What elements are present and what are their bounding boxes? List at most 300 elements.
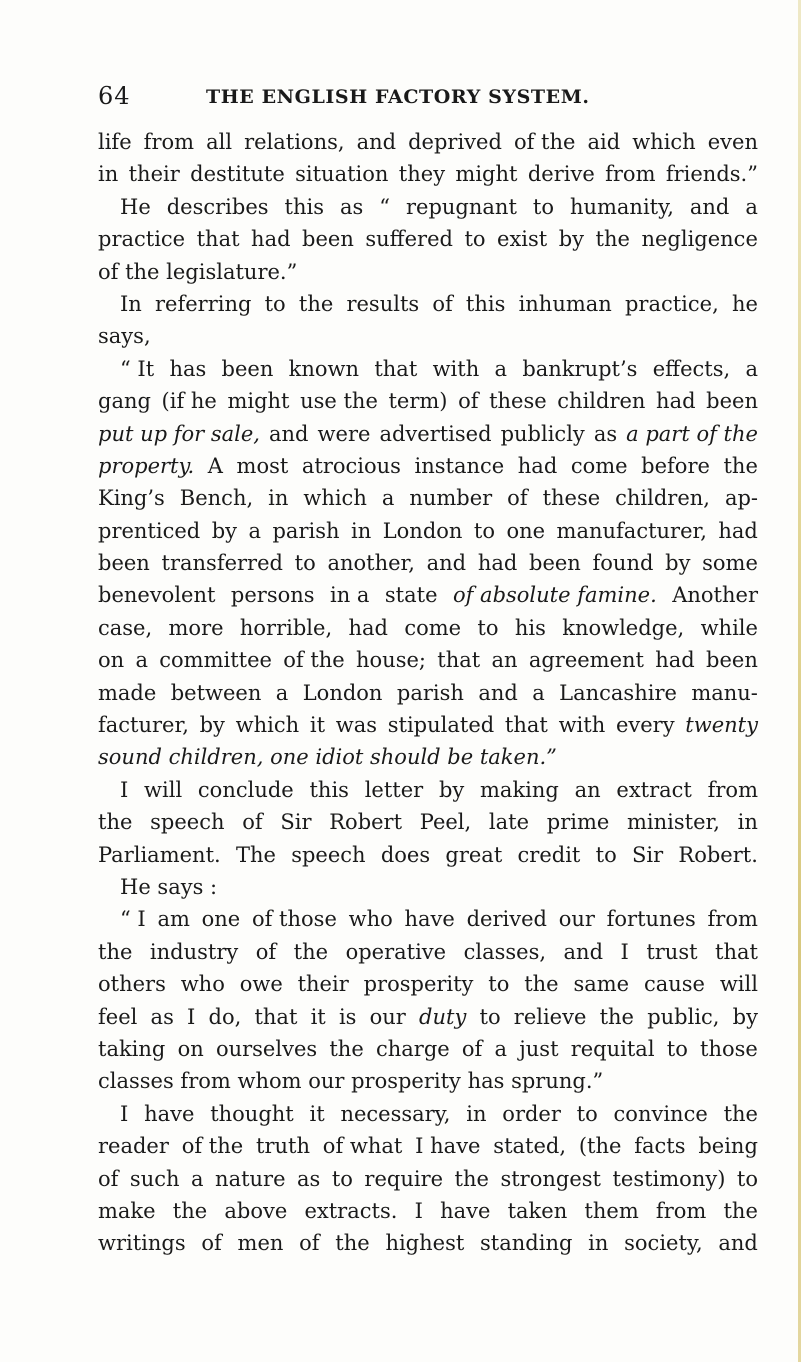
text-segment: of	[98, 1166, 119, 1191]
text-segment: society,	[624, 1231, 703, 1256]
text-segment: an	[574, 777, 601, 802]
text-segment: this	[284, 194, 324, 219]
text-segment: a	[135, 648, 148, 673]
text-segment: on	[98, 648, 125, 673]
text-segment: to	[576, 1101, 598, 1126]
text-segment: Lancashire	[559, 680, 677, 705]
text-segment: King’s	[98, 486, 165, 511]
text-segment: come	[404, 615, 462, 640]
text-segment: the	[98, 939, 133, 964]
text-segment: taken	[507, 1198, 568, 1223]
text-segment: to	[477, 615, 499, 640]
text-segment: to	[595, 842, 617, 867]
text-segment: to	[736, 1166, 758, 1191]
text-segment: manu-	[691, 680, 758, 705]
text-segment: even	[707, 130, 758, 154]
text-segment: agreement	[528, 648, 644, 673]
text-segment: who	[348, 907, 393, 932]
text-segment: as	[150, 1004, 174, 1029]
text-segment: results	[346, 291, 420, 316]
text-segment: feel	[98, 1004, 138, 1029]
text-segment: parish	[396, 680, 464, 705]
text-segment: most	[236, 453, 289, 478]
text-segment: has	[169, 356, 207, 381]
text-segment: a	[532, 680, 545, 705]
text-segment: those	[700, 1036, 758, 1061]
text-line	[98, 353, 758, 385]
text-segment: might	[227, 389, 290, 414]
text-segment: practice	[98, 227, 186, 252]
text-segment: from	[707, 907, 758, 932]
text-segment: by	[199, 713, 225, 738]
page-header	[98, 82, 758, 116]
text-segment: from	[143, 130, 195, 154]
text-segment: negligence	[641, 227, 758, 252]
text-line	[98, 871, 758, 903]
text-segment: I	[620, 939, 629, 964]
text-segment: made	[98, 680, 157, 705]
text-segment: that	[715, 939, 758, 964]
text-segment: state	[384, 583, 438, 608]
text-segment: house;	[356, 648, 426, 673]
text-segment: a	[494, 1036, 508, 1061]
text-segment: derived	[466, 907, 547, 932]
text-segment: an	[491, 648, 518, 673]
text-segment: the	[98, 810, 133, 835]
text-segment: highest	[385, 1231, 465, 1256]
text-segment: “ It	[120, 356, 155, 381]
text-line	[98, 1033, 758, 1065]
text-segment: of	[458, 389, 479, 414]
text-segment: such	[129, 1166, 180, 1191]
text-line	[98, 936, 758, 968]
text-segment: others	[98, 972, 166, 997]
text-segment: says,	[98, 324, 151, 349]
text-segment: I	[120, 777, 129, 802]
text-line	[98, 1227, 758, 1259]
text-segment: industry	[149, 939, 239, 964]
text-segment: inhuman	[518, 291, 612, 316]
text-segment: operative	[345, 939, 447, 964]
text-segment: a	[275, 680, 289, 705]
text-segment: with	[558, 713, 606, 738]
text-segment: prenticed	[98, 518, 201, 543]
text-segment: repugnant	[406, 194, 517, 219]
text-segment: parish	[272, 518, 340, 543]
text-segment: our	[369, 1004, 406, 1029]
text-segment: come	[570, 453, 628, 478]
text-segment: am	[157, 907, 190, 932]
text-segment: bankrupt’s	[522, 356, 638, 381]
text-segment: being	[698, 1134, 758, 1159]
text-segment: cause	[643, 972, 705, 997]
text-segment: extracts.	[304, 1198, 398, 1223]
text-segment: it	[309, 1101, 325, 1126]
text-segment: make	[98, 1198, 156, 1223]
text-segment: convince	[613, 1101, 708, 1126]
text-segment: might	[455, 162, 518, 187]
text-line	[98, 677, 758, 709]
text-segment: as	[339, 194, 364, 219]
text-segment: which	[632, 130, 696, 154]
text-segment: requital	[570, 1036, 655, 1061]
text-segment: I	[414, 1198, 423, 1223]
text-segment: and	[269, 421, 309, 446]
text-segment: term)	[388, 389, 448, 414]
text-segment: publicly	[500, 421, 585, 446]
text-line	[98, 1065, 758, 1097]
text-segment: facts	[634, 1134, 686, 1159]
text-segment: prosperity	[363, 972, 474, 997]
text-segment: the	[293, 939, 329, 964]
text-segment: he	[731, 291, 758, 316]
text-segment: of	[242, 810, 263, 835]
text-segment: twenty	[685, 713, 758, 738]
text-segment: benevolent	[98, 583, 216, 608]
text-segment: public,	[647, 1004, 720, 1029]
text-segment: ap-	[724, 486, 758, 511]
text-segment: that	[437, 648, 481, 673]
page-number: 64	[98, 82, 131, 110]
text-segment: derive	[527, 162, 595, 187]
text-segment: prime	[546, 810, 610, 835]
text-segment: necessary,	[340, 1101, 451, 1126]
text-segment: a	[381, 486, 395, 511]
text-segment: Sir	[631, 842, 664, 867]
text-segment: letter	[364, 777, 424, 802]
text-segment: in	[350, 518, 372, 543]
text-segment: been	[302, 227, 354, 252]
text-segment: the	[329, 1036, 364, 1061]
text-segment: above	[224, 1198, 288, 1223]
text-segment: ourselves	[215, 1036, 318, 1061]
text-line	[98, 579, 758, 611]
text-segment: the	[172, 1198, 208, 1223]
text-segment: Robert.	[678, 842, 758, 867]
text-segment: relieve	[513, 1004, 587, 1029]
text-segment: advertised	[379, 421, 492, 446]
text-segment: known	[288, 356, 360, 381]
text-line	[98, 547, 758, 579]
text-segment: the	[723, 1101, 758, 1126]
text-segment: He	[120, 194, 151, 219]
text-segment: order	[502, 1101, 561, 1126]
text-segment: London	[382, 518, 463, 543]
text-segment: in a	[330, 583, 370, 608]
text-segment: classes,	[463, 939, 547, 964]
text-segment: had	[655, 648, 695, 673]
text-line	[98, 1001, 758, 1033]
text-segment: by	[438, 777, 465, 802]
text-segment: committee	[159, 648, 272, 673]
text-segment: “	[379, 194, 391, 219]
text-segment: the	[723, 453, 758, 478]
text-segment: had	[517, 453, 558, 478]
text-segment: will	[719, 972, 758, 997]
text-segment: require	[364, 1166, 444, 1191]
text-line	[98, 288, 758, 320]
text-segment: in	[466, 1101, 487, 1126]
text-segment: have	[440, 1198, 491, 1223]
text-segment: of	[201, 1231, 222, 1256]
text-line	[98, 515, 758, 547]
text-segment: and	[689, 194, 730, 219]
text-segment: to	[331, 1166, 353, 1191]
text-segment: of what	[322, 1134, 403, 1159]
text-segment: and	[718, 1231, 758, 1256]
text-segment: extract	[616, 777, 692, 802]
text-segment: had	[477, 551, 518, 576]
text-segment: credit	[517, 842, 581, 867]
text-segment: in	[737, 810, 758, 835]
text-segment: facturer,	[98, 713, 189, 738]
text-line	[98, 774, 758, 806]
text-segment: duty	[419, 1004, 467, 1029]
text-segment: a	[191, 1166, 204, 1191]
text-segment: transferred	[161, 551, 283, 576]
text-segment: of	[255, 939, 277, 964]
text-segment: all	[206, 130, 233, 154]
text-segment: property.	[98, 453, 195, 478]
text-segment: found	[592, 551, 654, 576]
text-segment: of absolute famine.	[452, 583, 657, 608]
text-segment: number	[409, 486, 493, 511]
text-segment: of	[299, 1231, 320, 1256]
text-line	[98, 903, 758, 935]
text-segment: this	[465, 291, 506, 316]
text-segment: a	[494, 356, 508, 381]
text-segment: Parliament.	[98, 842, 221, 867]
text-segment: Peel,	[419, 810, 472, 835]
text-segment: knowledge,	[562, 615, 685, 640]
text-segment: and	[563, 939, 604, 964]
text-segment: of the	[283, 648, 345, 673]
text-segment: had	[718, 518, 758, 543]
text-segment: I have	[415, 1134, 481, 1159]
text-line	[98, 385, 758, 417]
text-segment: by	[665, 551, 691, 576]
text-line	[98, 191, 758, 223]
text-segment: do,	[208, 1004, 242, 1029]
text-segment: the	[335, 1231, 370, 1256]
text-segment: in	[98, 162, 119, 187]
text-segment: with	[432, 356, 480, 381]
text-segment: Bench,	[179, 486, 254, 511]
text-segment: to	[473, 518, 495, 543]
text-segment: is	[338, 1004, 357, 1029]
text-segment: our	[558, 907, 595, 932]
text-segment: charge	[375, 1036, 450, 1061]
text-segment: referring	[155, 291, 252, 316]
text-segment: between	[170, 680, 262, 705]
text-segment: testimony)	[612, 1166, 726, 1191]
text-line	[98, 644, 758, 676]
text-line	[98, 709, 758, 741]
body-text	[98, 126, 758, 1260]
text-line	[98, 320, 758, 352]
text-segment: of the	[181, 1134, 244, 1159]
text-segment: humanity,	[569, 194, 674, 219]
text-segment: atrocious	[301, 453, 401, 478]
text-segment: and	[356, 130, 397, 154]
text-segment: London	[302, 680, 383, 705]
text-segment: in	[588, 1231, 609, 1256]
text-segment: Another	[672, 583, 758, 608]
text-segment: case,	[98, 615, 153, 640]
text-segment: The	[235, 842, 276, 867]
text-segment: and	[478, 680, 518, 705]
text-segment: to	[666, 1036, 688, 1061]
text-segment: will	[144, 777, 183, 802]
text-segment: which	[303, 486, 367, 511]
text-segment: and	[426, 551, 467, 576]
text-segment: fortunes	[606, 907, 696, 932]
text-segment: their	[128, 162, 180, 187]
text-segment: classes from whom our prosperity has sprung.”	[98, 1069, 604, 1094]
text-segment: the	[454, 1166, 489, 1191]
text-segment: men	[237, 1231, 284, 1256]
text-segment: as	[593, 421, 618, 446]
text-segment: speech	[291, 842, 366, 867]
text-segment: deprived	[408, 130, 502, 154]
text-segment: that	[196, 227, 240, 252]
text-segment: a	[745, 356, 758, 381]
text-segment: A	[207, 453, 223, 478]
text-segment: that	[504, 713, 548, 738]
text-segment: the	[723, 1198, 758, 1223]
text-line	[98, 256, 758, 288]
text-segment: manufacturer,	[556, 518, 707, 543]
text-segment: Sir	[280, 810, 312, 835]
text-segment: from	[655, 1198, 707, 1223]
text-line	[98, 1098, 758, 1130]
text-segment: been	[221, 356, 274, 381]
text-segment: gang	[98, 389, 151, 414]
text-segment: minister,	[627, 810, 720, 835]
text-segment: reader	[98, 1134, 169, 1159]
text-segment: on	[177, 1036, 204, 1061]
text-segment: stipulated	[387, 713, 495, 738]
text-segment: destitute	[190, 162, 285, 187]
text-segment: of the legislature.”	[98, 259, 298, 284]
text-segment: describes	[166, 194, 269, 219]
text-segment: one	[201, 907, 241, 932]
text-segment: making	[480, 777, 559, 802]
text-line	[98, 1163, 758, 1195]
text-line	[98, 126, 758, 158]
text-segment: (if he	[161, 389, 217, 414]
text-segment: of	[461, 1036, 483, 1061]
text-segment: had	[656, 389, 696, 414]
text-segment: it	[310, 1004, 326, 1029]
text-segment: late	[488, 810, 530, 835]
text-segment: these	[489, 389, 547, 414]
text-segment: just	[519, 1036, 559, 1061]
text-segment: (the	[578, 1134, 622, 1159]
text-segment: put up for sale,	[98, 421, 260, 446]
text-segment: a	[745, 194, 758, 219]
text-segment: taking	[98, 1036, 166, 1061]
text-segment: was	[335, 713, 378, 738]
text-segment: to	[264, 291, 286, 316]
text-line	[98, 418, 758, 450]
text-line	[98, 968, 758, 1000]
text-line	[98, 612, 758, 644]
text-segment: conclude	[197, 777, 294, 802]
text-segment: had	[251, 227, 291, 252]
text-segment: this	[309, 777, 349, 802]
text-line	[98, 223, 758, 255]
text-line	[98, 158, 758, 190]
text-segment: have	[144, 1101, 195, 1126]
text-segment: I	[187, 1004, 196, 1029]
text-segment: of the	[513, 130, 576, 154]
text-segment: aid	[587, 130, 621, 154]
text-segment: the	[599, 1004, 634, 1029]
text-segment: been	[706, 648, 758, 673]
text-segment: does	[380, 842, 431, 867]
text-segment: He says :	[120, 874, 218, 899]
text-segment: been	[98, 551, 150, 576]
text-segment: owe	[239, 972, 283, 997]
text-segment: persons	[230, 583, 315, 608]
text-segment: were	[317, 421, 371, 446]
text-segment: standing	[480, 1231, 573, 1256]
text-segment: that	[254, 1004, 298, 1029]
text-segment: life	[98, 130, 132, 154]
text-segment: to	[464, 227, 486, 252]
text-segment: the	[524, 972, 559, 997]
text-segment: speech	[150, 810, 225, 835]
text-segment: trust	[646, 939, 698, 964]
text-segment: that	[374, 356, 418, 381]
text-segment: before	[641, 453, 710, 478]
text-segment: they	[398, 162, 446, 187]
text-segment: friends.”	[665, 162, 758, 187]
text-segment: in	[268, 486, 289, 511]
text-segment: practice,	[624, 291, 719, 316]
text-segment: from	[707, 777, 758, 802]
text-segment: the	[595, 227, 630, 252]
text-segment: to	[294, 551, 316, 576]
text-segment: while	[700, 615, 758, 640]
text-segment: have	[404, 907, 455, 932]
text-segment: who	[180, 972, 225, 997]
text-segment: use the	[300, 389, 378, 414]
text-segment: it	[309, 713, 326, 738]
text-segment: truth	[256, 1134, 310, 1159]
text-segment: a part of the	[626, 421, 758, 446]
text-segment: same	[573, 972, 630, 997]
text-segment: situation	[295, 162, 389, 187]
text-segment: every	[615, 713, 675, 738]
text-segment: of	[432, 291, 453, 316]
text-segment: “ I	[120, 907, 146, 932]
text-segment: to	[488, 972, 510, 997]
text-line	[98, 482, 758, 514]
text-segment: by	[558, 227, 585, 252]
text-segment: another,	[327, 551, 415, 576]
text-segment: by	[732, 1004, 758, 1029]
text-segment: more	[168, 615, 224, 640]
text-segment: by	[211, 518, 238, 543]
text-segment: strongest	[500, 1166, 601, 1191]
text-segment: a	[248, 518, 262, 543]
text-line	[98, 1195, 758, 1227]
text-segment: children	[557, 389, 646, 414]
text-segment: been	[706, 389, 758, 414]
text-segment: stated,	[493, 1134, 567, 1159]
